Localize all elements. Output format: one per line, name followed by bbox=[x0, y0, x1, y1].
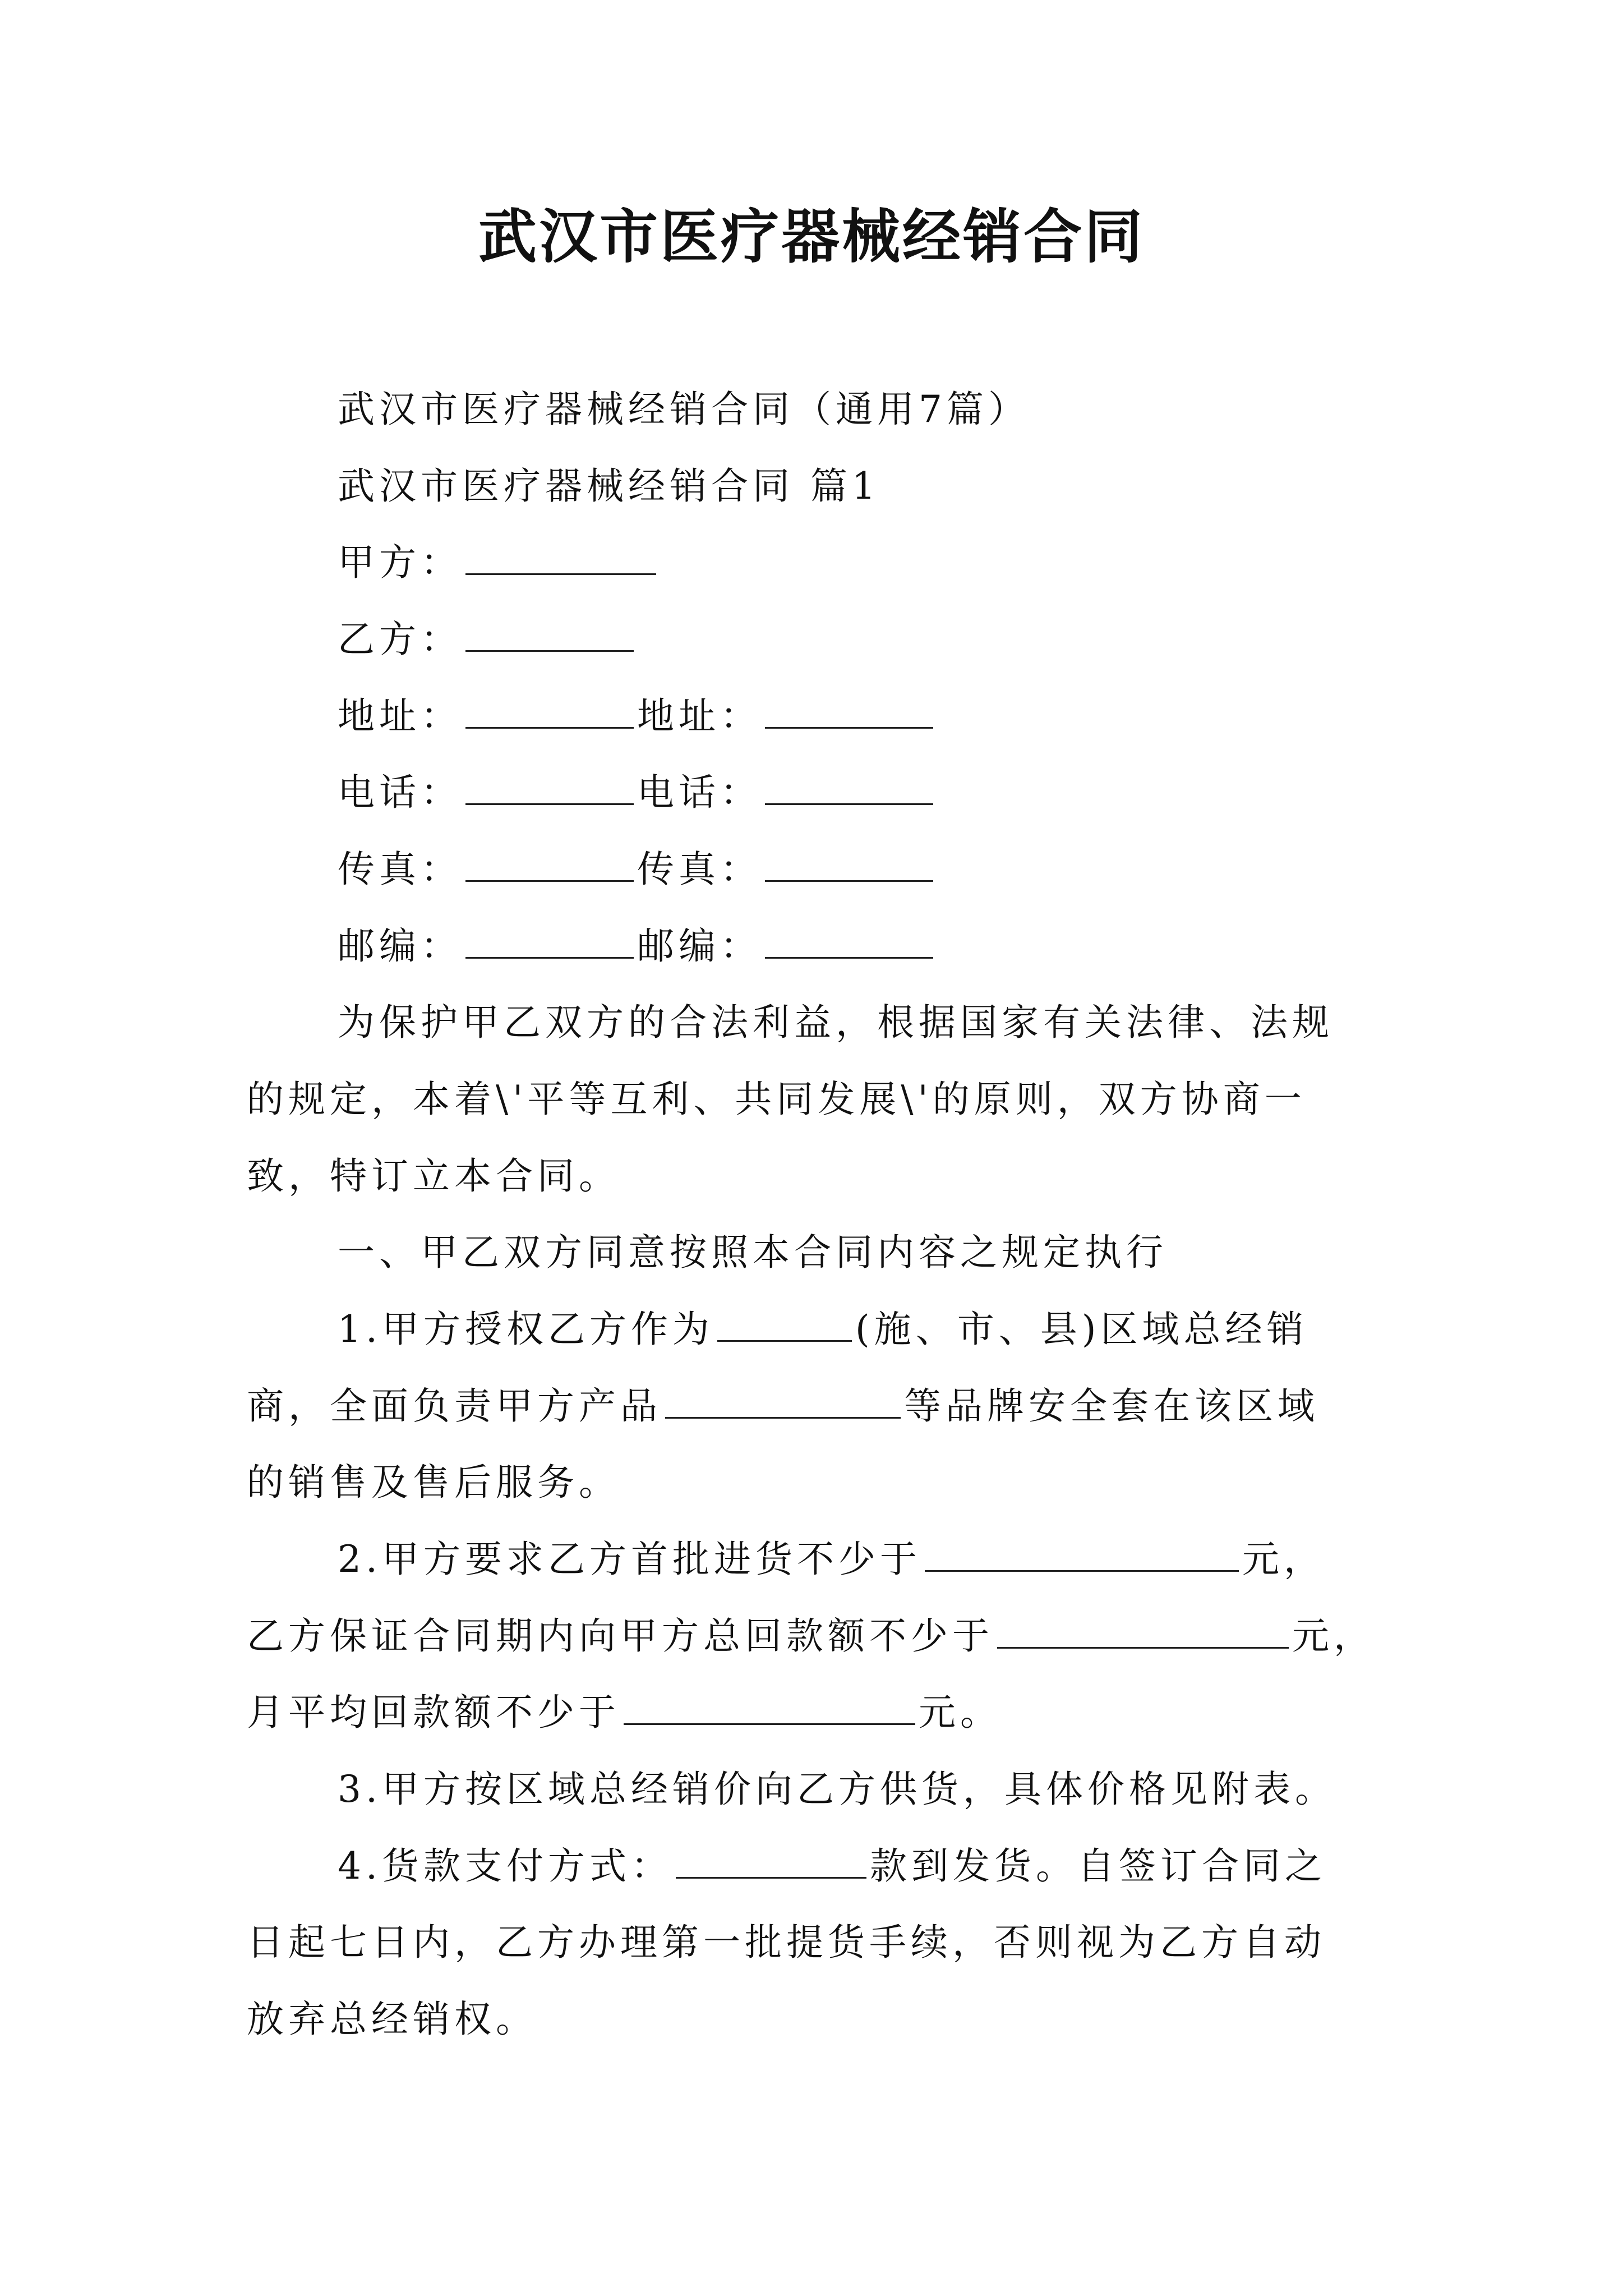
total-payment-blank bbox=[997, 1612, 1289, 1649]
phone-line bbox=[338, 767, 937, 818]
fax-label-a: 传真： bbox=[338, 848, 462, 891]
party-a-label: 甲方： bbox=[338, 541, 462, 584]
party-b-label: 乙方： bbox=[338, 618, 462, 661]
item-4-text-b: 款到发货。自签订合同之 bbox=[869, 1844, 1326, 1888]
postcode-label-a: 邮编： bbox=[338, 924, 462, 968]
item-2-text-b: 元， bbox=[1242, 1538, 1325, 1581]
phone-label-b: 电话： bbox=[637, 771, 762, 814]
item-4-line-1 bbox=[338, 1841, 1326, 1892]
item-2-line-2 bbox=[247, 1611, 1375, 1662]
item-2-line-3 bbox=[247, 1687, 1002, 1738]
item-4-line-3: 放弃总经销权。 bbox=[247, 1998, 537, 2041]
party-a-blank bbox=[465, 539, 656, 575]
fax-label-b: 传真： bbox=[637, 848, 762, 891]
item-2-text-d: 元， bbox=[1292, 1614, 1375, 1658]
item-1-text-a: 1.甲方授权乙方作为 bbox=[338, 1308, 714, 1351]
payment-method-blank bbox=[676, 1842, 866, 1879]
fax-blank-b bbox=[765, 845, 933, 882]
section-heading: 武汉市医疗器械经销合同 篇1 bbox=[338, 464, 880, 508]
fax-blank-a bbox=[465, 845, 634, 882]
intro-paragraph-line-2: 的规定，本着\'平等互利、共同发展\'的原则，双方协商一 bbox=[247, 1078, 1306, 1121]
intro-paragraph-line-3: 致，特订立本合同。 bbox=[247, 1154, 620, 1198]
postcode-blank-b bbox=[765, 922, 933, 959]
fax-line bbox=[338, 844, 937, 895]
postcode-blank-a bbox=[465, 922, 634, 959]
item-2-text-f: 元。 bbox=[919, 1691, 1002, 1734]
subtitle: 武汉市医疗器械经销合同（通用7篇） bbox=[338, 388, 1030, 431]
document-title: 武汉市医疗器械经销合同 bbox=[478, 202, 1145, 271]
item-1-text-c: 商，全面负责甲方产品 bbox=[247, 1384, 662, 1428]
item-2-text-e: 月平均回款额不少于 bbox=[247, 1691, 620, 1734]
postcode-label-b: 邮编： bbox=[637, 924, 762, 968]
phone-label-a: 电话： bbox=[338, 771, 462, 814]
item-4-line-2: 日起七日内，乙方办理第一批提货手续，否则视为乙方自动 bbox=[247, 1921, 1326, 1964]
address-label-b: 地址： bbox=[637, 694, 762, 738]
item-3-line: 3.甲方按区域总经销价向乙方供货，具体价格见附表。 bbox=[338, 1768, 1336, 1811]
address-blank-a bbox=[465, 692, 634, 729]
phone-blank-b bbox=[765, 769, 933, 805]
clause-1-heading: 一、甲乙双方同意按照本合同内容之规定执行 bbox=[338, 1231, 1168, 1274]
address-line bbox=[338, 691, 937, 742]
first-order-blank bbox=[925, 1535, 1239, 1572]
item-1-text-d: 等品牌安全套在该区域 bbox=[904, 1384, 1319, 1428]
item-1-line-1 bbox=[338, 1304, 1308, 1355]
address-label-a: 地址： bbox=[338, 694, 462, 738]
item-2-text-a: 2.甲方要求乙方首批进货不少于 bbox=[338, 1538, 921, 1581]
monthly-payment-blank bbox=[624, 1688, 915, 1725]
postcode-line bbox=[338, 921, 937, 972]
party-b-line bbox=[338, 614, 637, 665]
party-a-line bbox=[338, 537, 660, 588]
party-b-blank bbox=[465, 615, 634, 652]
item-1-line-2 bbox=[247, 1381, 1319, 1432]
item-2-line-1 bbox=[338, 1534, 1325, 1585]
phone-blank-a bbox=[465, 769, 634, 805]
region-blank bbox=[717, 1305, 852, 1342]
item-1-line-3: 的销售及售后服务。 bbox=[247, 1461, 620, 1504]
address-blank-b bbox=[765, 692, 933, 729]
item-1-text-b: (施、市、县)区域总经销 bbox=[855, 1308, 1308, 1351]
item-4-text-a: 4.货款支付方式： bbox=[338, 1844, 672, 1888]
intro-paragraph-line-1: 为保护甲乙双方的合法利益，根据国家有关法律、法规 bbox=[338, 1001, 1334, 1044]
item-2-text-c: 乙方保证合同期内向甲方总回款额不少于 bbox=[247, 1614, 994, 1658]
product-blank bbox=[665, 1382, 901, 1419]
